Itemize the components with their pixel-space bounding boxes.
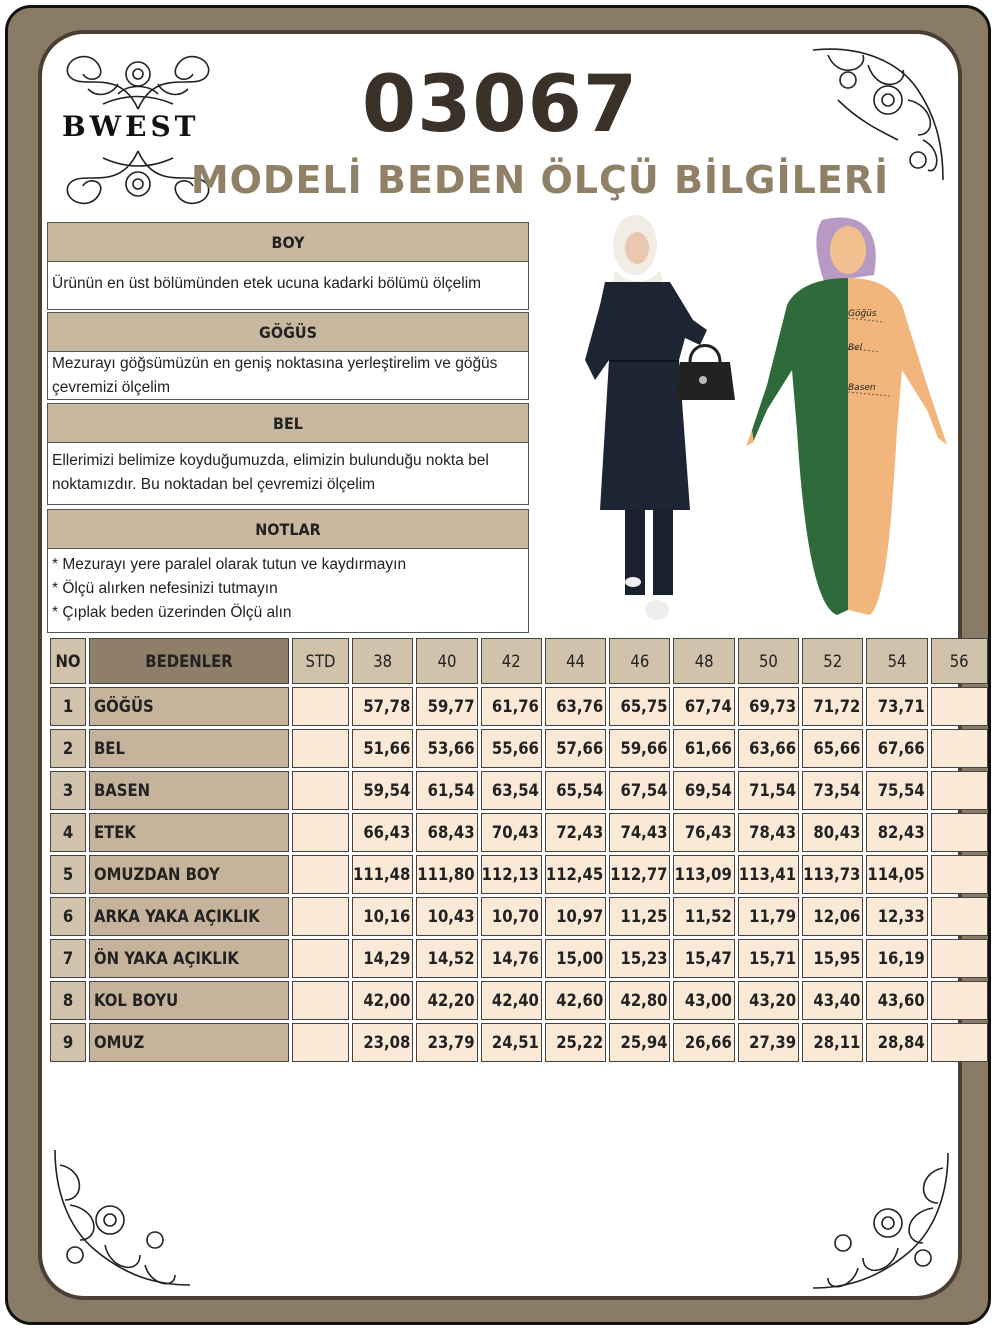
measurement-value: 10,97 bbox=[545, 897, 606, 936]
measurement-value bbox=[931, 981, 988, 1020]
table-row bbox=[50, 1023, 988, 1062]
column-header: 54 bbox=[866, 638, 927, 684]
measurement-value: 16,19 bbox=[866, 939, 927, 978]
row-number: 3 bbox=[50, 771, 86, 810]
size-table bbox=[47, 635, 991, 1065]
measurement-value: 11,25 bbox=[609, 897, 670, 936]
table-header-row bbox=[50, 638, 988, 684]
measurement-value: 42,40 bbox=[481, 981, 542, 1020]
section-line: Ürünün en üst bölümünden etek ucuna kadarki bölümü ölçelim bbox=[52, 275, 482, 292]
measurement-value: 113,73 bbox=[802, 855, 863, 894]
measurement-value: 67,66 bbox=[866, 729, 927, 768]
measurement-value: 69,73 bbox=[738, 687, 799, 726]
measurement-value: 112,13 bbox=[481, 855, 542, 894]
row-number: 6 bbox=[50, 897, 86, 936]
measurement-value: 42,80 bbox=[609, 981, 670, 1020]
table-row bbox=[50, 771, 988, 810]
measurement-value: 59,77 bbox=[416, 687, 477, 726]
column-header: NO bbox=[50, 638, 86, 684]
std-cell bbox=[292, 771, 349, 810]
measurement-value: 67,54 bbox=[609, 771, 670, 810]
measurement-value: 80,43 bbox=[802, 813, 863, 852]
std-cell bbox=[292, 1023, 349, 1062]
measurement-value: 70,43 bbox=[481, 813, 542, 852]
measurement-name: BEL bbox=[89, 729, 289, 768]
note-line: * Çıplak beden üzerinden Ölçü alın bbox=[52, 604, 292, 621]
measurement-value: 65,66 bbox=[802, 729, 863, 768]
measurement-value: 65,54 bbox=[545, 771, 606, 810]
brand-logo: BWEST bbox=[62, 110, 200, 143]
measurement-value: 11,79 bbox=[738, 897, 799, 936]
page-title: MODELİ BEDEN ÖLÇÜ BİLGİLERİ bbox=[190, 158, 890, 202]
ornament-bottom-left-icon bbox=[45, 1145, 195, 1295]
measurement-value: 12,06 bbox=[802, 897, 863, 936]
row-number: 7 bbox=[50, 939, 86, 978]
measurement-value: 23,08 bbox=[352, 1023, 413, 1062]
section-bel bbox=[47, 403, 529, 505]
measurement-value: 69,54 bbox=[673, 771, 734, 810]
measurement-value: 12,33 bbox=[866, 897, 927, 936]
body-diagram bbox=[742, 210, 954, 630]
measurement-value: 74,43 bbox=[609, 813, 670, 852]
measurement-value: 43,20 bbox=[738, 981, 799, 1020]
measurement-value: 53,66 bbox=[416, 729, 477, 768]
column-header: 38 bbox=[352, 638, 413, 684]
measurement-value: 59,66 bbox=[609, 729, 670, 768]
measurement-value: 51,66 bbox=[352, 729, 413, 768]
note-line: * Ölçü alırken nefesinizi tutmayın bbox=[52, 580, 278, 597]
measurement-value: 15,23 bbox=[609, 939, 670, 978]
measurement-name: ETEK bbox=[89, 813, 289, 852]
section-line: noktamızdır. Bu noktadan bel çevremizi ölçelim bbox=[52, 476, 376, 493]
measurement-value: 73,54 bbox=[802, 771, 863, 810]
measurement-value: 71,54 bbox=[738, 771, 799, 810]
std-cell bbox=[292, 897, 349, 936]
measurement-value: 59,54 bbox=[352, 771, 413, 810]
measurement-value: 65,75 bbox=[609, 687, 670, 726]
std-cell bbox=[292, 687, 349, 726]
table-row bbox=[50, 687, 988, 726]
measurement-value bbox=[931, 939, 988, 978]
measurement-value bbox=[931, 897, 988, 936]
row-number: 9 bbox=[50, 1023, 86, 1062]
measurement-value: 11,52 bbox=[673, 897, 734, 936]
measurement-value: 57,78 bbox=[352, 687, 413, 726]
measurement-value: 43,00 bbox=[673, 981, 734, 1020]
measurement-value: 10,70 bbox=[481, 897, 542, 936]
measurement-value bbox=[931, 1023, 988, 1062]
measurement-name: BASEN bbox=[89, 771, 289, 810]
measurement-value: 61,76 bbox=[481, 687, 542, 726]
section-line: Mezurayı göğsümüzün en geniş noktasına yerleştirelim ve göğüs bbox=[52, 355, 498, 372]
section-title: BOY bbox=[47, 222, 529, 262]
section-boy bbox=[47, 222, 529, 310]
table-row bbox=[50, 855, 988, 894]
waist-label: Bel bbox=[848, 343, 863, 353]
measurement-value: 14,52 bbox=[416, 939, 477, 978]
measurement-value: 112,77 bbox=[609, 855, 670, 894]
measurement-value: 75,54 bbox=[866, 771, 927, 810]
measurement-value bbox=[931, 813, 988, 852]
column-header: 52 bbox=[802, 638, 863, 684]
table-row bbox=[50, 897, 988, 936]
measurement-value: 111,80 bbox=[416, 855, 477, 894]
measurement-value: 68,43 bbox=[416, 813, 477, 852]
row-number: 4 bbox=[50, 813, 86, 852]
section-line: Ellerimizi belimize koyduğumuzda, elimizin bulunduğu nokta bel bbox=[52, 452, 489, 469]
measurement-value: 14,29 bbox=[352, 939, 413, 978]
measurement-value: 73,71 bbox=[866, 687, 927, 726]
measurement-value: 111,48 bbox=[352, 855, 413, 894]
chest-label: Göğüs bbox=[848, 309, 877, 319]
measurement-value: 63,54 bbox=[481, 771, 542, 810]
measurement-value: 66,43 bbox=[352, 813, 413, 852]
product-photo bbox=[575, 210, 750, 635]
note-line: * Mezurayı yere paralel olarak tutun ve kaydırmayın bbox=[52, 556, 407, 573]
section-notlar bbox=[47, 509, 529, 633]
measurement-value: 27,39 bbox=[738, 1023, 799, 1062]
row-number: 2 bbox=[50, 729, 86, 768]
measurement-name: GÖĞÜS bbox=[89, 687, 289, 726]
measurement-value: 78,43 bbox=[738, 813, 799, 852]
measurement-name: OMUZDAN BOY bbox=[89, 855, 289, 894]
row-number: 1 bbox=[50, 687, 86, 726]
measurement-value: 14,76 bbox=[481, 939, 542, 978]
measurement-value: 42,20 bbox=[416, 981, 477, 1020]
measurement-value: 61,66 bbox=[673, 729, 734, 768]
measurement-value: 112,45 bbox=[545, 855, 606, 894]
measurement-name: ÖN YAKA AÇIKLIK bbox=[89, 939, 289, 978]
std-cell bbox=[292, 981, 349, 1020]
measurement-value: 15,71 bbox=[738, 939, 799, 978]
column-header: 48 bbox=[673, 638, 734, 684]
model-code: 03067 bbox=[361, 60, 639, 150]
row-number: 8 bbox=[50, 981, 86, 1020]
column-header: 50 bbox=[738, 638, 799, 684]
column-header: 44 bbox=[545, 638, 606, 684]
measurement-value: 63,76 bbox=[545, 687, 606, 726]
measurement-value: 57,66 bbox=[545, 729, 606, 768]
measurement-name: OMUZ bbox=[89, 1023, 289, 1062]
measurement-value: 63,66 bbox=[738, 729, 799, 768]
measurement-value: 43,60 bbox=[866, 981, 927, 1020]
measurement-name: ARKA YAKA AÇIKLIK bbox=[89, 897, 289, 936]
section-title: BEL bbox=[47, 403, 529, 443]
measurement-value: 28,11 bbox=[802, 1023, 863, 1062]
ornament-bottom-right-icon bbox=[808, 1148, 953, 1293]
column-header: 42 bbox=[481, 638, 542, 684]
row-number: 5 bbox=[50, 855, 86, 894]
measurement-value: 10,43 bbox=[416, 897, 477, 936]
measurement-value: 42,60 bbox=[545, 981, 606, 1020]
measurement-value bbox=[931, 855, 988, 894]
table-row bbox=[50, 813, 988, 852]
measurement-value: 24,51 bbox=[481, 1023, 542, 1062]
column-header: STD bbox=[292, 638, 349, 684]
std-cell bbox=[292, 813, 349, 852]
section-title: GÖĞÜS bbox=[47, 312, 529, 352]
measurement-value: 114,05 bbox=[866, 855, 927, 894]
measurement-value: 72,43 bbox=[545, 813, 606, 852]
section-title: NOTLAR bbox=[47, 509, 529, 549]
measurement-value bbox=[931, 687, 988, 726]
measurement-value: 42,00 bbox=[352, 981, 413, 1020]
measurement-value: 25,22 bbox=[545, 1023, 606, 1062]
measurement-value: 76,43 bbox=[673, 813, 734, 852]
column-header: 56 bbox=[931, 638, 988, 684]
measurement-value: 67,74 bbox=[673, 687, 734, 726]
column-header: BEDENLER bbox=[89, 638, 289, 684]
measurement-value: 15,95 bbox=[802, 939, 863, 978]
measurement-value: 43,40 bbox=[802, 981, 863, 1020]
measurement-value: 25,94 bbox=[609, 1023, 670, 1062]
measurement-value: 113,09 bbox=[673, 855, 734, 894]
table-row bbox=[50, 729, 988, 768]
measurement-name: KOL BOYU bbox=[89, 981, 289, 1020]
measurement-value bbox=[931, 729, 988, 768]
section-gogus bbox=[47, 312, 529, 400]
measurement-value: 28,84 bbox=[866, 1023, 927, 1062]
std-cell bbox=[292, 939, 349, 978]
std-cell bbox=[292, 855, 349, 894]
column-header: 46 bbox=[609, 638, 670, 684]
measurement-value: 23,79 bbox=[416, 1023, 477, 1062]
std-cell bbox=[292, 729, 349, 768]
measurement-value: 10,16 bbox=[352, 897, 413, 936]
measurement-value bbox=[931, 771, 988, 810]
measurement-value: 55,66 bbox=[481, 729, 542, 768]
measurement-value: 15,47 bbox=[673, 939, 734, 978]
measurement-value: 61,54 bbox=[416, 771, 477, 810]
hip-label: Basen bbox=[848, 383, 876, 393]
measurement-value: 113,41 bbox=[738, 855, 799, 894]
table-row bbox=[50, 981, 988, 1020]
column-header: 40 bbox=[416, 638, 477, 684]
measurement-value: 26,66 bbox=[673, 1023, 734, 1062]
section-line: çevremizi ölçelim bbox=[52, 379, 170, 396]
measurement-value: 82,43 bbox=[866, 813, 927, 852]
table-row bbox=[50, 939, 988, 978]
measurement-value: 15,00 bbox=[545, 939, 606, 978]
measurement-value: 71,72 bbox=[802, 687, 863, 726]
